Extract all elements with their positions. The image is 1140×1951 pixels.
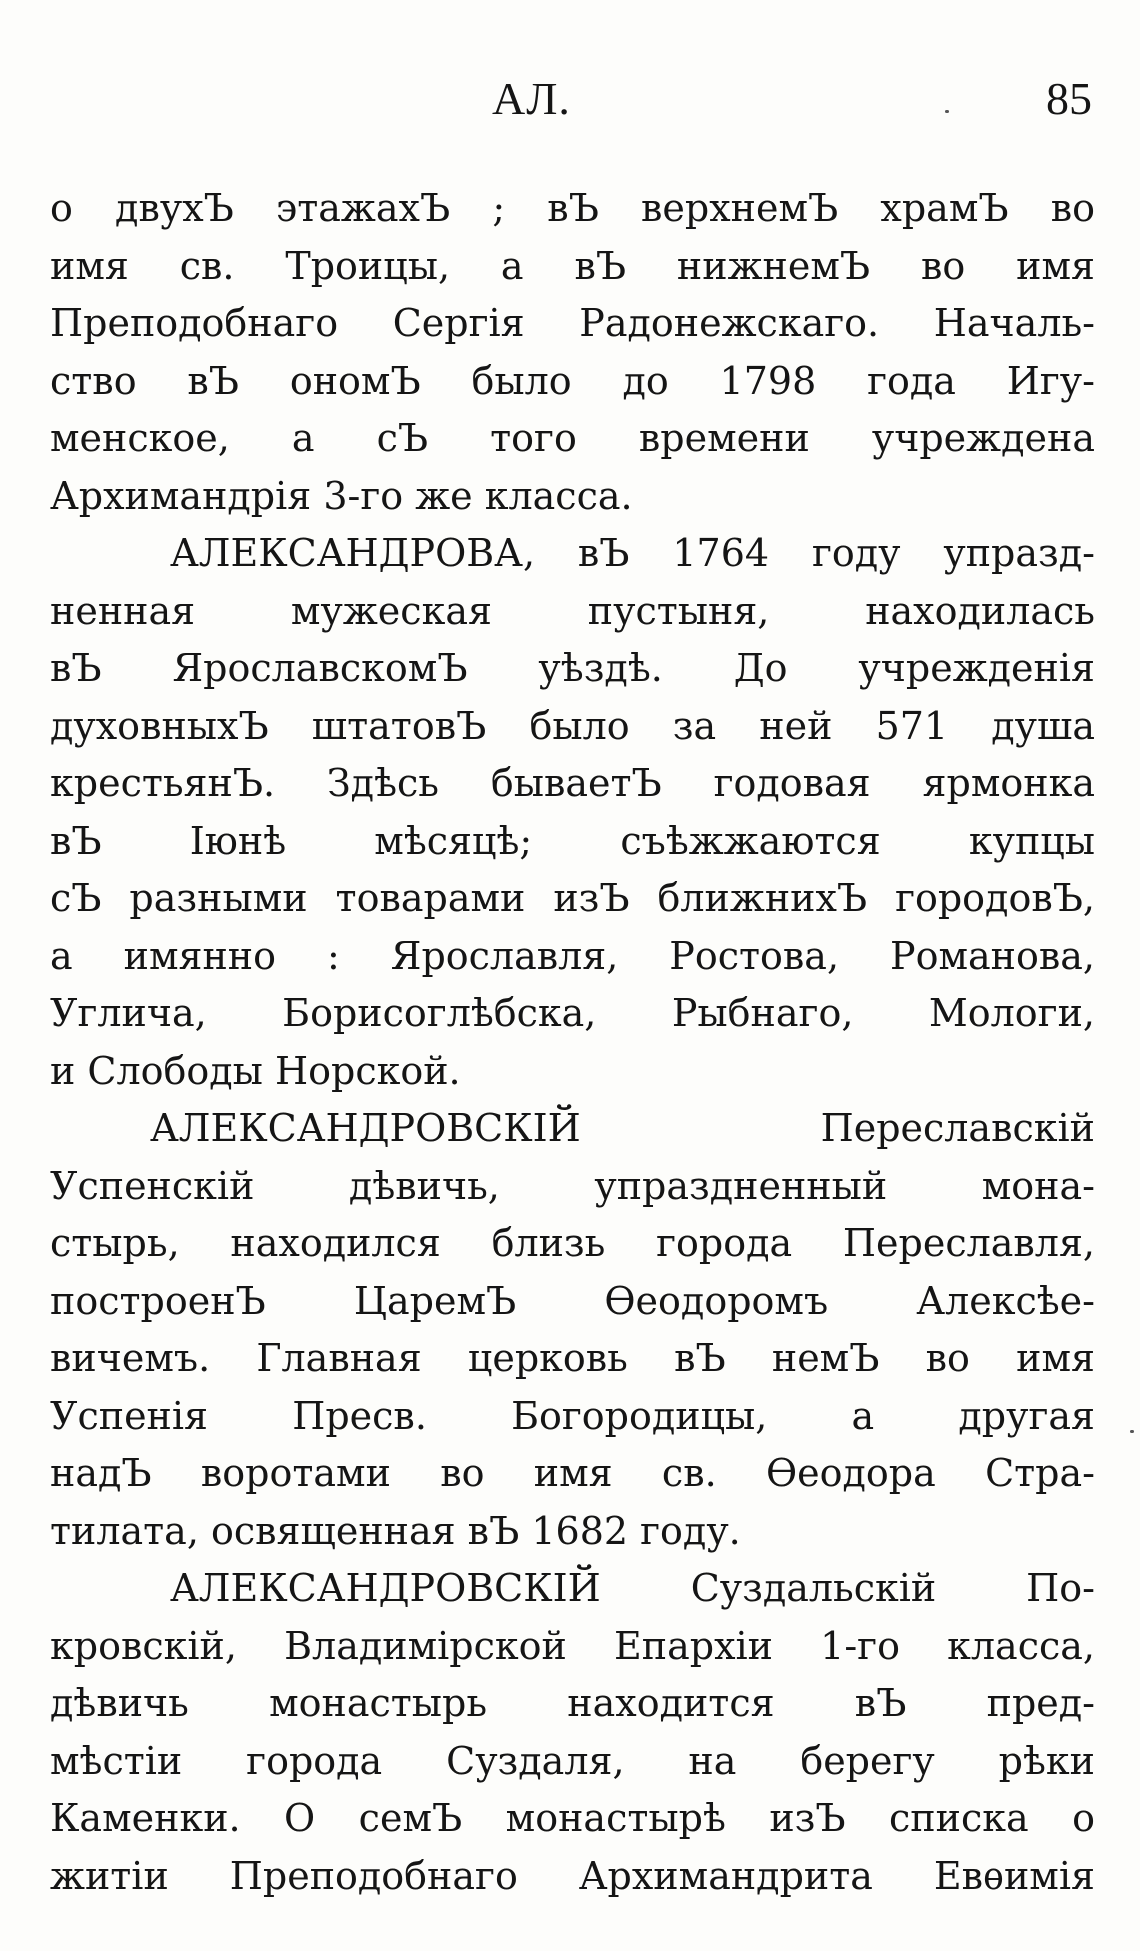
text-line: вичемъ. Главная церковь вЪ немЪ во имя: [50, 1336, 1095, 1380]
text-line: и Слободы Норской.: [50, 1048, 461, 1093]
text-line: сЪ разными товарами изЪ ближнихЪ городовЪ,: [50, 876, 1095, 920]
text-line: кровскій, Владимірской Епархіи 1-го класса,: [50, 1623, 1095, 1668]
text-line: Углича, Борисоглѣбска, Рыбнаго, Мологи,: [50, 991, 1095, 1035]
running-head: АЛ.: [492, 73, 571, 124]
print-speck: [945, 110, 949, 113]
text-line: Успенія Пресв. Богородицы, а другая: [50, 1393, 1095, 1438]
body-text: [50, 180, 1095, 1905]
text-line: Каменки. О семЪ монастырѣ изЪ списка о: [50, 1796, 1095, 1840]
text-line: вЪ Іюнѣ мѣсяцѣ; съѣжжаются купцы: [50, 818, 1095, 863]
entry-heading-line: АЛЕКСАНДРОВСКІЙ Переславскій: [150, 1106, 1095, 1150]
page-header: [52, 72, 1092, 132]
text-line: ненная мужеская пустыня, находилась: [50, 588, 1095, 633]
text-line: надЪ воротами во имя св. Ѳеодора Стра-: [50, 1451, 1095, 1495]
text-line: Архимандрія 3-го же класса.: [50, 473, 633, 518]
page-number: 85: [1046, 73, 1092, 124]
entry-heading-line: АЛЕКСАНДРОВСКІЙ Суздальскій По-: [170, 1566, 1095, 1610]
text-line: житіи Преподобнаго Архимандрита Евѳимія: [50, 1853, 1095, 1898]
text-line: Преподобнаго Сергія Радонежскаго. Началь-: [50, 301, 1095, 345]
entry-heading-line: АЛЕКСАНДРОВА, вЪ 1764 году упразд-: [170, 531, 1095, 575]
text-line: ство вЪ ономЪ было до 1798 года Игу-: [50, 358, 1095, 403]
text-line: тилата, освященная вЪ 1682 году.: [50, 1508, 741, 1553]
text-line: а имянно : Ярославля, Ростова, Романова,: [50, 933, 1095, 978]
text-line: мѣстіи города Суздаля, на берегу рѣки: [50, 1738, 1095, 1783]
text-line: построенЪ ЦаремЪ Ѳеодоромъ Алексѣе-: [50, 1278, 1095, 1323]
text-line: крестьянЪ. Здѣсь бываетЪ годовая ярмонка: [50, 761, 1095, 805]
print-speck: [1130, 1430, 1134, 1433]
text-line: дѣвичь монастырь находится вЪ пред-: [50, 1681, 1095, 1725]
text-line: Успенскій дѣвичь, упраздненный мона-: [50, 1163, 1095, 1208]
text-line: о двухЪ этажахЪ ; вЪ верхнемЪ храмЪ во: [50, 186, 1095, 230]
text-line: духовныхЪ штатовЪ было за ней 571 душа: [50, 703, 1095, 748]
text-line: вЪ ЯрославскомЪ уѣздѣ. До учрежденія: [50, 646, 1095, 690]
text-line: стырь, находился близь города Переславля,: [50, 1221, 1095, 1265]
text-line: менское, а сЪ того времени учреждена: [50, 416, 1095, 460]
text-line: имя св. Троицы, а вЪ нижнемЪ во имя: [50, 243, 1095, 288]
